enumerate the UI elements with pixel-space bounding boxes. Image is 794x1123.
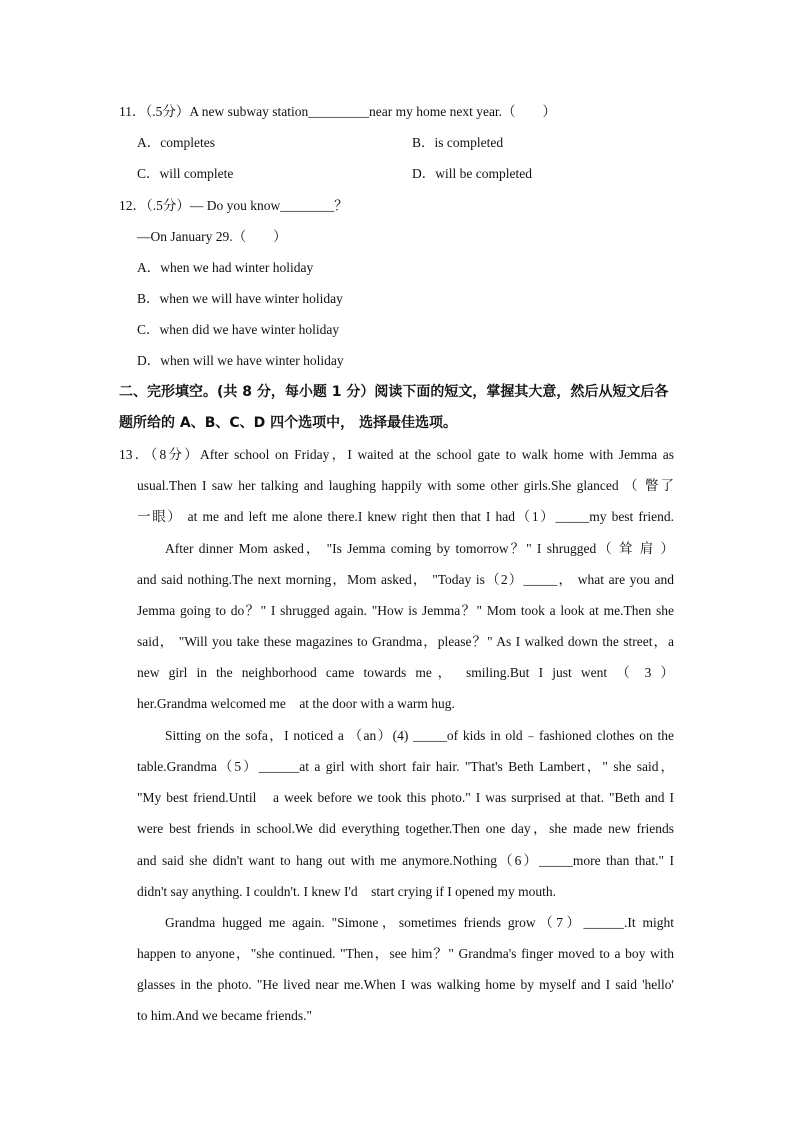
passage-line: new girl in the neighborhood came towards me， smiling.But I just went （ 3 ） [137,665,674,680]
q12-option-c: C．when did we have winter holiday [137,322,340,337]
passage-line: didn't say anything. I couldn't. I knew I'd start crying if I opened my mouth. [137,884,556,899]
passage-line: Grandma hugged me again. "Simone，sometimes friends grow（7）______.It might [165,915,674,930]
passage-line: to him.And we became friends." [137,1008,312,1023]
passage-line: glasses in the photo. "He lived near me.When I was walking home by myself and I said 'hello' [137,977,674,992]
passage-line: After dinner Mom asked， "Is Jemma coming by tomorrow？" I shrugged（ 耸 肩 ） [165,541,674,556]
passage-line: usual.Then I saw her talking and laughing happily with some other girls.She glanced （ 瞥了 [137,478,674,493]
question-12-stem: 12．（.5分）— Do you know________？ [119,198,348,213]
question-12-reply: —On January 29.（ ） [137,229,287,244]
q11-option-a: A．completes [137,135,215,150]
passage-line: were best friends in school.We did everything together.Then one day，she made new friends [137,821,674,836]
passage-line: 一眼） at me and left me alone there.I knew right then that I had（1）_____my best friend. [137,509,674,524]
passage-line: "My best friend.Until a week before we took this photo." I was surprised at that. "Beth and I [137,790,674,805]
q11-option-d: D．will be completed [412,166,532,181]
q12-option-b: B．when we will have winter holiday [137,291,343,306]
q12-option-d: D．when will we have winter holiday [137,353,344,368]
q11-option-c: C．will complete [137,166,234,181]
passage-line: her.Grandma welcomed me at the door with a warm hug. [137,696,455,711]
question-11-stem: 11．（.5分）A new subway station_________near my home next year.（ ） [119,104,557,119]
passage-line: Sitting on the sofa，I noticed a （an）(4) _____of kids in old﹣fashioned clothes on the [165,728,674,743]
passage-line: happen to anyone，"she continued. "Then，see him？" Grandma's finger moved to a boy with [137,946,674,961]
section-2-heading-line-1: 二、完形填空。(共 8 分，每小题 1 分）阅读下面的短文，掌握其大意，然后从短文后各 [119,384,669,400]
q12-option-a: A．when we had winter holiday [137,260,314,275]
passage-line: table.Grandma（5）______at a girl with short fair hair. "That's Beth Lambert，" she said， [137,759,674,774]
passage-line: Jemma going to do？" I shrugged again. "How is Jemma？" Mom took a look at me.Then she [137,603,674,618]
passage-line: and said nothing.The next morning，Mom asked， "Today is（2）_____， what are you and [137,572,674,587]
passage-line: and said she didn't want to hang out with me anymore.Nothing（6）_____more than that." I [137,853,674,868]
section-2-heading-line-2: 题所给的 A、B、C、D 四个选项中， 选择最佳选项。 [119,415,458,431]
passage-line: 13．（8分）After school on Friday，I waited at the school gate to walk home with Jemma as [119,447,674,462]
q11-option-b: B．is completed [412,135,504,150]
passage-line: said， "Will you take these magazines to Grandma，please？" As I walked down the street，a [137,634,674,649]
